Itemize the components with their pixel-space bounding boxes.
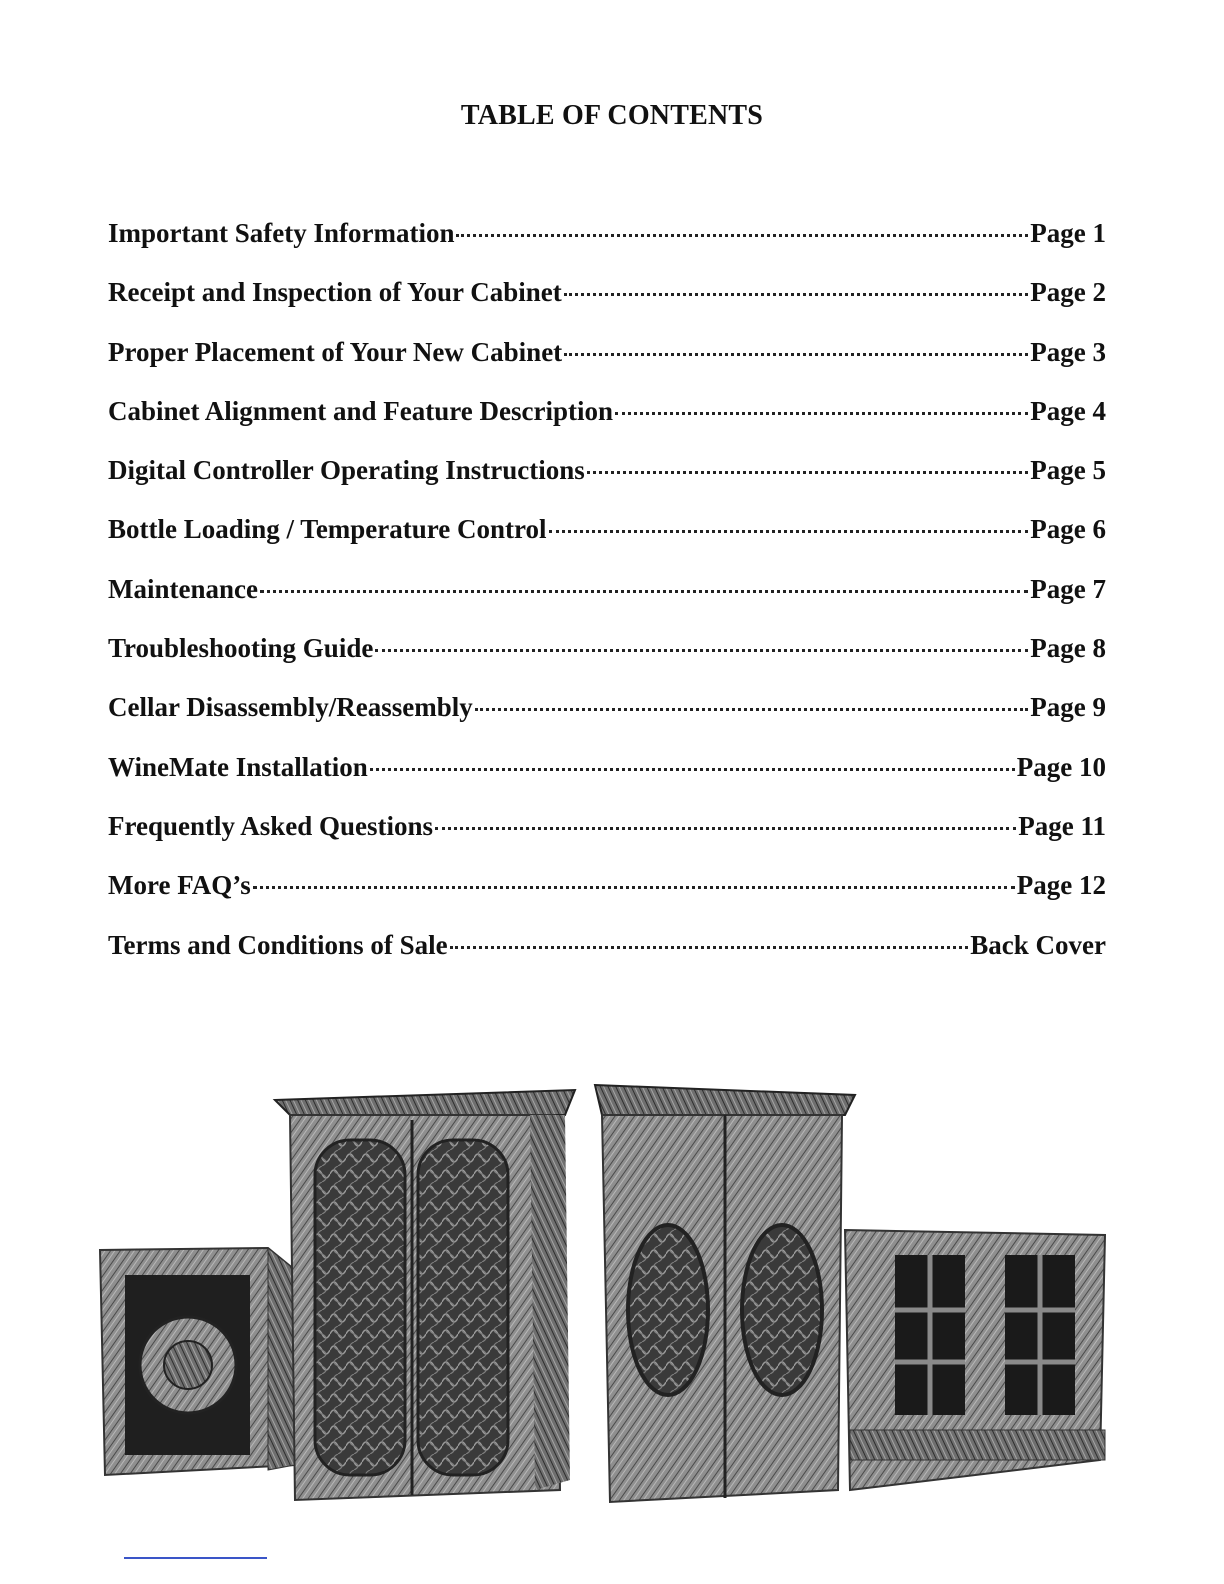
toc-entry-title: Bottle Loading / Temperature Control	[108, 514, 547, 545]
toc-entry[interactable]	[108, 692, 1106, 751]
toc-entry[interactable]	[108, 514, 1106, 573]
toc-entry[interactable]	[108, 455, 1106, 514]
toc-leader-dots	[615, 412, 1028, 415]
toc-leader-dots	[253, 886, 1015, 889]
toc-entry-title: WineMate Installation	[108, 751, 368, 782]
toc-leader-dots	[456, 234, 1028, 237]
toc-leader-dots	[475, 708, 1029, 711]
footer-rule	[124, 1557, 267, 1559]
toc-entry-title: Digital Controller Operating Instructions	[108, 455, 585, 486]
tall-lattice-cabinet	[275, 1090, 575, 1500]
toc-entry-title: Troubleshooting Guide	[108, 633, 374, 664]
toc-entry-page: Page 10	[1016, 751, 1106, 782]
toc-entry-page: Page 7	[1030, 573, 1106, 604]
toc-entry-page: Page 11	[1018, 810, 1106, 841]
toc-entry-title: Proper Placement of Your New Cabinet	[108, 336, 563, 367]
toc-entry-page: Page 6	[1030, 514, 1106, 545]
toc-entry[interactable]	[108, 870, 1106, 929]
toc-leader-dots	[450, 946, 969, 949]
toc-entry-title: Maintenance	[108, 573, 258, 604]
low-credenza-cabinet	[845, 1230, 1105, 1490]
toc-entry-page: Page 2	[1030, 277, 1106, 308]
toc-entry-page: Page 3	[1030, 336, 1106, 367]
toc-entry-title: Important Safety Information	[108, 218, 455, 248]
toc-leader-dots	[564, 293, 1028, 296]
toc-entry[interactable]	[108, 930, 1106, 989]
small-cabinet	[100, 1248, 295, 1475]
table-of-contents	[108, 218, 1106, 989]
toc-entry-page: Page 8	[1030, 633, 1106, 664]
toc-entry[interactable]	[108, 337, 1106, 396]
toc-leader-dots	[260, 590, 1028, 593]
toc-entry[interactable]	[108, 218, 1106, 277]
toc-leader-dots	[370, 768, 1015, 771]
toc-entry-page: Page 4	[1030, 395, 1106, 426]
toc-leader-dots	[435, 827, 1016, 830]
toc-entry-title: Cabinet Alignment and Feature Description	[108, 395, 613, 426]
toc-entry[interactable]	[108, 277, 1106, 336]
toc-entry-page: Page 1	[1030, 218, 1106, 248]
toc-entry-page: Back Cover	[970, 929, 1106, 960]
toc-entry-page: Page 9	[1030, 692, 1106, 723]
toc-entry-title: More FAQ’s	[108, 870, 251, 901]
toc-entry-page: Page 12	[1016, 870, 1106, 901]
tall-oval-door-cabinet	[595, 1085, 855, 1502]
toc-entry-title: Cellar Disassembly/Reassembly	[108, 692, 473, 723]
toc-entry-page: Page 5	[1030, 455, 1106, 486]
toc-leader-dots	[549, 530, 1029, 533]
toc-entry[interactable]	[108, 752, 1106, 811]
toc-entry-title: Frequently Asked Questions	[108, 810, 434, 841]
toc-entry-title: Terms and Conditions of Sale	[108, 929, 448, 960]
toc-entry[interactable]	[108, 811, 1106, 870]
toc-entry[interactable]	[108, 633, 1106, 692]
page-title: TABLE OF CONTENTS	[460, 100, 764, 131]
toc-leader-dots	[375, 649, 1028, 652]
toc-entry[interactable]	[108, 396, 1106, 455]
toc-leader-dots	[564, 353, 1028, 356]
wine-cabinets-illustration	[90, 1070, 1115, 1510]
toc-leader-dots	[587, 471, 1029, 474]
toc-entry[interactable]	[108, 574, 1106, 633]
toc-entry-title: Receipt and Inspection of Your Cabinet	[108, 277, 562, 308]
